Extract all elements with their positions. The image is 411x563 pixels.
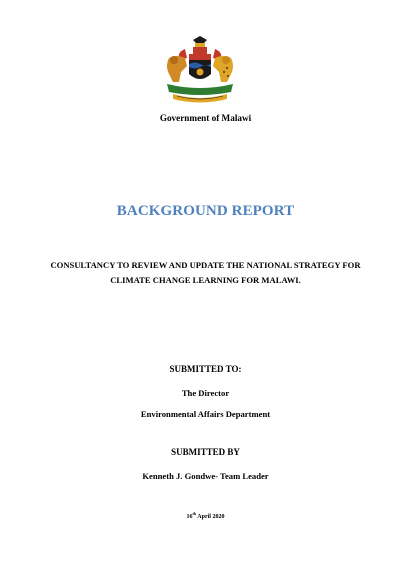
- subtitle-line-2: CLIMATE CHANGE LEARNING FOR MALAWI.: [110, 275, 301, 285]
- report-date: [0, 511, 411, 520]
- date-day: 16: [186, 514, 193, 520]
- report-title: BACKGROUND REPORT: [116, 203, 295, 219]
- recipient-department: Environmental Affairs Department: [140, 409, 271, 419]
- recipient-title: The Director: [181, 388, 230, 398]
- date-suffix: th: [192, 511, 197, 516]
- report-subtitle: [0, 258, 411, 288]
- author-name: Kenneth J. Gondwe- Team Leader: [142, 471, 269, 481]
- date-rest: April 2020: [196, 514, 225, 520]
- organization-name: Government of Malawi: [159, 113, 252, 123]
- subtitle-line-1: CONSULTANCY TO REVIEW AND UPDATE THE NATIONAL STRATEGY FOR: [50, 260, 361, 270]
- submitted-by-heading: SUBMITTED BY: [171, 447, 240, 457]
- submitted-to-heading: SUBMITTED TO:: [169, 364, 242, 374]
- coat-of-arms-icon: [155, 36, 245, 104]
